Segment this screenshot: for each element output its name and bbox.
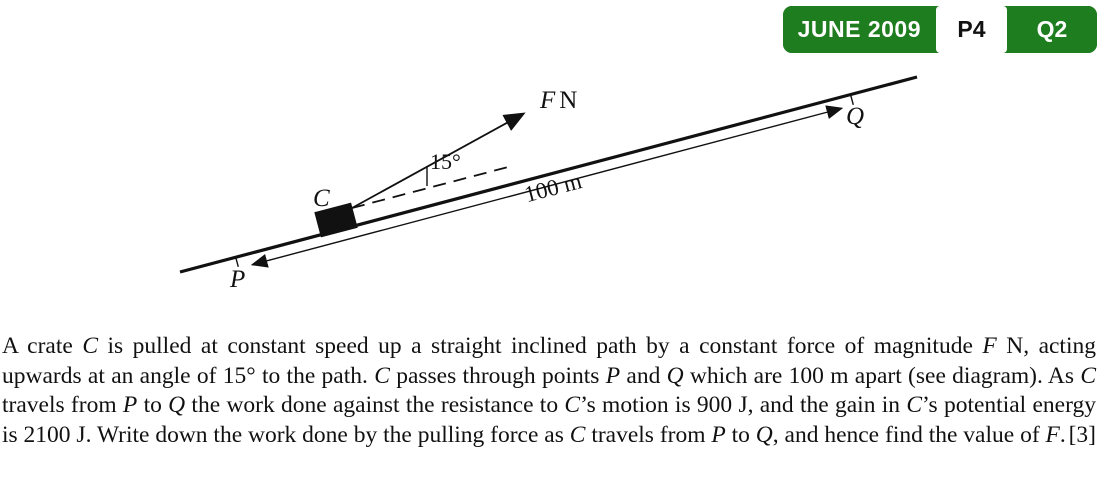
force-symbol: F	[540, 87, 556, 114]
problem-statement	[2, 332, 1096, 450]
point-q-label: Q	[846, 103, 865, 130]
force-unit: N	[559, 87, 578, 114]
angle-label: 15°	[430, 149, 461, 174]
point-p-label: P	[230, 266, 246, 293]
badge-paper-label: P4	[936, 6, 1007, 53]
badge-question-label: Q2	[1007, 6, 1097, 53]
distance-label: 100 m	[521, 168, 585, 208]
badge-session-label: JUNE 2009	[783, 6, 936, 53]
force-label	[540, 88, 577, 113]
marks-badge: [3]	[1068, 421, 1096, 448]
crate-label: C	[313, 185, 330, 212]
problem-text: A crate C is pulled at constant speed up a straight inclined path by a constant force of magnitude F N, acting upwards at an angle of 15° to the path. C passes through points P and Q which are 100 m apart (see diagram). As C travels from P to Q the work done against the resistance to C’s motion is 900 J, and the gain in C’s potential energy is 2100 J. Write down the work done by the pulling force as C travels from P to Q, and hence find the value of F.	[2, 333, 1097, 448]
